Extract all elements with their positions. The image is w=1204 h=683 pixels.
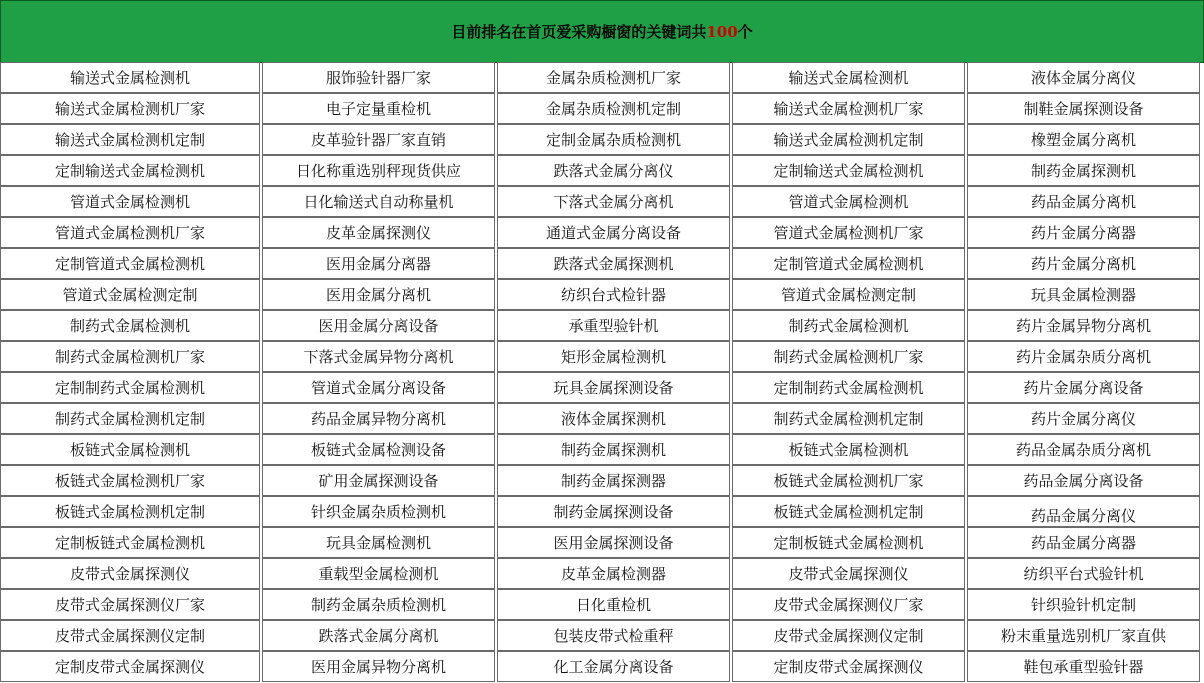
keyword-cell[interactable]: 玩具金属探测设备 [497,372,730,403]
keyword-cell[interactable]: 针织验针机定制 [967,589,1200,620]
keyword-cell[interactable]: 输送式金属检测机 [732,62,965,93]
keyword-cell[interactable]: 输送式金属检测机定制 [732,124,965,155]
keyword-cell[interactable]: 制药式金属检测机厂家 [0,341,260,372]
keyword-cell[interactable]: 管道式金属检测机 [732,186,965,217]
keyword-cell[interactable]: 承重型验针机 [497,310,730,341]
keyword-cell[interactable]: 液体金属探测机 [497,403,730,434]
keyword-cell[interactable]: 纺织平台式验针机 [967,558,1200,589]
keyword-cell[interactable]: 制药式金属检测机 [732,310,965,341]
keyword-cell[interactable]: 皮带式金属探测仪厂家 [732,589,965,620]
keyword-cell[interactable]: 制鞋金属探测设备 [967,93,1200,124]
keyword-cell[interactable]: 针织金属杂质检测机 [262,496,495,527]
keyword-cell[interactable]: 医用金属分离设备 [262,310,495,341]
keyword-table [0,62,1204,682]
keyword-count: 100 [706,22,738,41]
keyword-cell[interactable]: 药片金属杂质分离机 [967,341,1200,372]
keyword-cell[interactable]: 矩形金属检测机 [497,341,730,372]
keyword-cell[interactable]: 日化输送式自动称量机 [262,186,495,217]
keyword-cell[interactable]: 定制制药式金属检测机 [0,372,260,403]
keyword-cell[interactable]: 药片金属异物分离机 [967,310,1200,341]
keyword-cell[interactable]: 定制输送式金属检测机 [0,155,260,186]
keyword-cell[interactable]: 医用金属探测设备 [497,527,730,558]
keyword-cell[interactable]: 皮革金属探测仪 [262,217,495,248]
keyword-cell[interactable]: 玩具金属检测机 [262,527,495,558]
keyword-cell[interactable]: 定制金属杂质检测机 [497,124,730,155]
keyword-cell[interactable]: 通道式金属分离设备 [497,217,730,248]
keyword-cell[interactable]: 金属杂质检测机厂家 [497,62,730,93]
title-suffix: 个 [737,23,753,41]
keyword-cell[interactable]: 制药金属探测机 [497,434,730,465]
keyword-cell[interactable]: 板链式金属检测机 [732,434,965,465]
keyword-cell[interactable]: 输送式金属检测机定制 [0,124,260,155]
keyword-cell[interactable]: 橡塑金属分离机 [967,124,1200,155]
keyword-cell[interactable]: 定制皮带式金属探测仪 [0,651,260,682]
keyword-cell[interactable]: 制药式金属检测机定制 [732,403,965,434]
keyword-cell[interactable]: 电子定量重检机 [262,93,495,124]
page-title [0,0,1204,63]
keyword-cell[interactable]: 药片金属分离设备 [967,372,1200,403]
keyword-cell[interactable]: 管道式金属检测机厂家 [732,217,965,248]
keyword-cell[interactable]: 药片金属分离机 [967,248,1200,279]
keyword-cell[interactable]: 药品金属异物分离机 [262,403,495,434]
keyword-cell[interactable]: 定制皮带式金属探测仪 [732,651,965,682]
keyword-cell[interactable]: 医用金属分离器 [262,248,495,279]
keyword-cell[interactable]: 管道式金属检测定制 [732,279,965,310]
keyword-cell[interactable]: 皮革验针器厂家直销 [262,124,495,155]
keyword-cell[interactable]: 药品金属分离器 [967,527,1200,558]
keyword-cell[interactable]: 液体金属分离仪 [967,62,1200,93]
keyword-cell[interactable]: 医用金属异物分离机 [262,651,495,682]
keyword-cell[interactable]: 日化重检机 [497,589,730,620]
keyword-cell[interactable]: 药品金属杂质分离机 [967,434,1200,465]
keyword-cell[interactable]: 制药金属杂质检测机 [262,589,495,620]
keyword-cell[interactable]: 制药金属探测设备 [497,496,730,527]
keyword-cell[interactable]: 鞋包承重型验针器 [967,651,1200,682]
keyword-cell[interactable]: 下落式金属分离机 [497,186,730,217]
keyword-cell[interactable]: 金属杂质检测机定制 [497,93,730,124]
keyword-cell[interactable]: 下落式金属异物分离机 [262,341,495,372]
keyword-cell[interactable]: 皮带式金属探测仪 [0,558,260,589]
keyword-cell[interactable]: 重载型金属检测机 [262,558,495,589]
keyword-cell[interactable]: 管道式金属检测定制 [0,279,260,310]
keyword-cell[interactable]: 纺织台式检针器 [497,279,730,310]
keyword-cell[interactable]: 板链式金属检测机厂家 [732,465,965,496]
keyword-cell[interactable]: 玩具金属检测器 [967,279,1200,310]
keyword-cell[interactable]: 制药式金属检测机定制 [0,403,260,434]
keyword-cell[interactable]: 定制管道式金属检测机 [0,248,260,279]
keyword-cell[interactable]: 日化称重选别秤现货供应 [262,155,495,186]
keyword-cell[interactable]: 服饰验针器厂家 [262,62,495,93]
keyword-cell[interactable]: 制药式金属检测机 [0,310,260,341]
keyword-cell[interactable]: 皮带式金属探测仪 [732,558,965,589]
keyword-cell[interactable]: 输送式金属检测机 [0,62,260,93]
keyword-cell[interactable]: 板链式金属检测机定制 [732,496,965,527]
keyword-cell[interactable]: 定制输送式金属检测机 [732,155,965,186]
keyword-cell[interactable]: 管道式金属分离设备 [262,372,495,403]
keyword-cell[interactable]: 药品金属分离仪 [967,496,1200,527]
keyword-cell[interactable]: 皮带式金属探测仪定制 [732,620,965,651]
keyword-cell[interactable]: 跌落式金属探测机 [497,248,730,279]
keyword-cell[interactable]: 跌落式金属分离仪 [497,155,730,186]
keyword-cell[interactable]: 制药金属探测机 [967,155,1200,186]
keyword-cell[interactable]: 定制管道式金属检测机 [732,248,965,279]
keyword-cell[interactable]: 定制制药式金属检测机 [732,372,965,403]
keyword-cell[interactable]: 药片金属分离器 [967,217,1200,248]
keyword-cell[interactable]: 制药式金属检测机厂家 [732,341,965,372]
keyword-cell[interactable]: 输送式金属检测机厂家 [0,93,260,124]
keyword-cell[interactable]: 管道式金属检测机厂家 [0,217,260,248]
keyword-cell[interactable]: 板链式金属检测设备 [262,434,495,465]
title-prefix: 目前排名在首页爱采购橱窗的关键词共 [451,23,707,41]
keyword-cell[interactable]: 皮革金属检测器 [497,558,730,589]
keyword-cell[interactable]: 跌落式金属分离机 [262,620,495,651]
keyword-cell[interactable]: 皮带式金属探测仪厂家 [0,589,260,620]
keyword-cell[interactable]: 定制板链式金属检测机 [0,527,260,558]
keyword-cell[interactable]: 医用金属分离机 [262,279,495,310]
keyword-cell[interactable]: 定制板链式金属检测机 [732,527,965,558]
keyword-cell[interactable]: 板链式金属检测机厂家 [0,465,260,496]
keyword-cell[interactable]: 粉末重量选别机厂家直供 [967,620,1200,651]
keyword-cell[interactable]: 输送式金属检测机厂家 [732,93,965,124]
keyword-cell[interactable]: 化工金属分离设备 [497,651,730,682]
keyword-cell[interactable]: 矿用金属探测设备 [262,465,495,496]
keyword-cell[interactable]: 板链式金属检测机 [0,434,260,465]
keyword-cell[interactable]: 药品金属分离设备 [967,465,1200,496]
keyword-cell[interactable]: 制药金属探测器 [497,465,730,496]
keyword-cell[interactable]: 皮带式金属探测仪定制 [0,620,260,651]
keyword-cell[interactable]: 药片金属分离仪 [967,403,1200,434]
keyword-cell[interactable]: 包装皮带式检重秤 [497,620,730,651]
keyword-cell[interactable]: 药品金属分离机 [967,186,1200,217]
keyword-cell[interactable]: 管道式金属检测机 [0,186,260,217]
keyword-cell[interactable]: 板链式金属检测机定制 [0,496,260,527]
